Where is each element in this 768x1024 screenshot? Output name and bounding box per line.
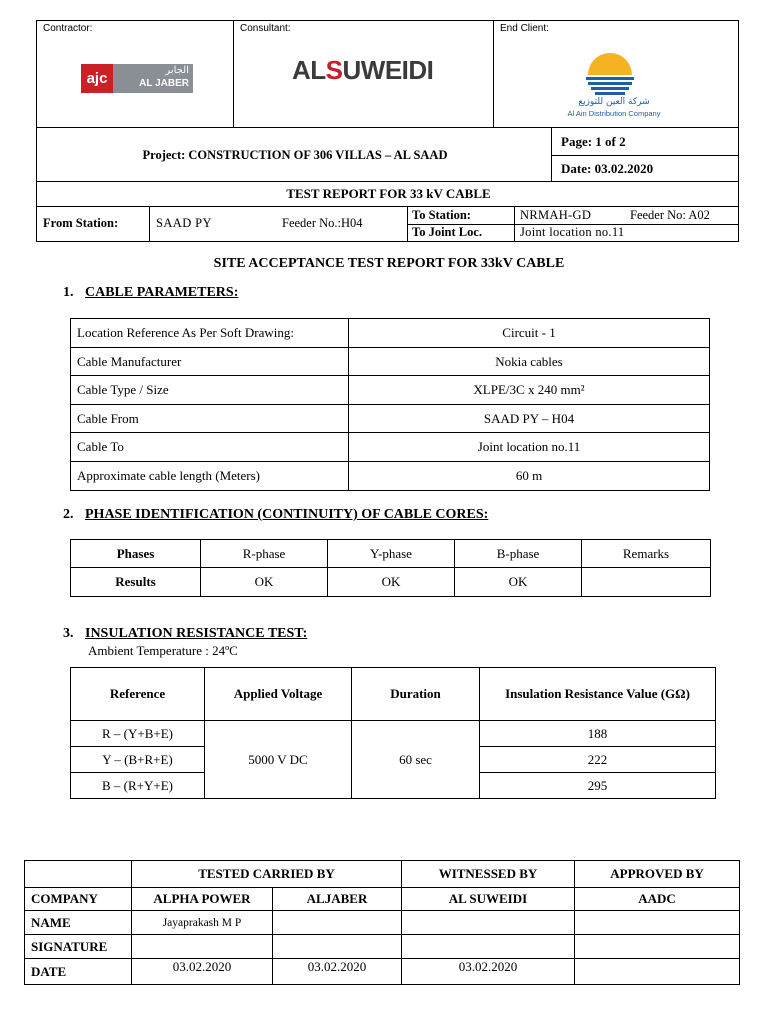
param-value: Joint location no.11: [349, 433, 710, 462]
date-value: 03.02.2020: [402, 959, 575, 985]
date-cell: [552, 156, 739, 182]
contractor-cell: [36, 20, 234, 128]
page-value: 1 of 2: [595, 134, 626, 149]
param-label: Cable Type / Size: [71, 376, 349, 405]
phases-header: Phases: [71, 540, 201, 568]
table-row: [71, 668, 716, 721]
param-label: Location Reference As Per Soft Drawing:: [71, 319, 349, 348]
name-value: [402, 911, 575, 935]
witnessed-by-header: WITNESSED BY: [402, 861, 575, 888]
signature-cell: [402, 935, 575, 959]
cable-parameters-table: [70, 318, 710, 491]
ir-header: Duration: [352, 668, 480, 721]
page-cell: [552, 128, 739, 156]
name-value: [575, 911, 740, 935]
date-value: 03.02.2020: [132, 959, 273, 985]
to-station-value-cell: [515, 207, 739, 225]
phase-result: OK: [455, 568, 582, 597]
table-row: [71, 319, 710, 348]
date-label: Date:: [561, 161, 592, 176]
section2-title: PHASE IDENTIFICATION (CONTINUITY) OF CABLE CORES:: [85, 507, 489, 522]
company-value: AL SUWEIDI: [402, 888, 575, 911]
to-station-value: NRMAH-GD: [520, 208, 592, 222]
logo-mid: S: [325, 55, 343, 85]
company-value: ALJABER: [273, 888, 402, 911]
ir-header: Insulation Resistance Value (GΩ): [480, 668, 716, 721]
ir-header: Reference: [71, 668, 205, 721]
ir-reference: Y – (B+R+E): [71, 747, 205, 773]
name-label: NAME: [25, 911, 132, 935]
insulation-resistance-table: [70, 667, 716, 799]
param-value: XLPE/3C x 240 mm²: [349, 376, 710, 405]
table-row: [71, 721, 716, 747]
section3-heading: [63, 626, 307, 642]
to-station-label-cell: [408, 207, 515, 225]
phase-header: Y-phase: [328, 540, 455, 568]
param-value: 60 m: [349, 462, 710, 491]
section3-title: INSULATION RESISTANCE TEST:: [85, 626, 308, 641]
alsuweidi-logo: [292, 55, 433, 86]
date-value: 03.02.2020: [594, 161, 654, 176]
ir-duration: 60 sec: [352, 721, 480, 799]
from-station-value-cell: [150, 207, 408, 242]
to-joint-value-cell: [515, 225, 739, 242]
param-label: Approximate cable length (Meters): [71, 462, 349, 491]
param-value: SAAD PY – H04: [349, 405, 710, 433]
to-feeder: Feeder No: A02: [630, 208, 710, 222]
name-value: [273, 911, 402, 935]
param-label: Cable To: [71, 433, 349, 462]
tested-by-header: TESTED CARRIED BY: [132, 861, 402, 888]
aadc-name: Al Ain Distribution Company: [567, 109, 661, 118]
table-row: [25, 911, 740, 935]
project-cell: [36, 128, 552, 182]
table-row: [71, 540, 711, 568]
table-row: [25, 861, 740, 888]
client-label: End Client:: [500, 23, 549, 34]
ir-value: 222: [480, 747, 716, 773]
company-value: AADC: [575, 888, 740, 911]
ir-reference: R – (Y+B+E): [71, 721, 205, 747]
aadc-sun-icon: [580, 47, 640, 99]
ir-reference: B – (R+Y+E): [71, 773, 205, 799]
project-label: Project:: [142, 148, 186, 162]
param-label: Cable Manufacturer: [71, 348, 349, 376]
param-value: Nokia cables: [349, 348, 710, 376]
signature-label: SIGNATURE: [25, 935, 132, 959]
table-row: [71, 462, 710, 491]
report-title: TEST REPORT FOR 33 kV CABLE: [286, 186, 491, 201]
header-block: [36, 20, 739, 242]
logo-pre: AL: [292, 55, 326, 85]
date-row-label: DATE: [25, 959, 132, 985]
name-value: Jayaprakash M P: [132, 911, 273, 935]
aljaber-arabic: الجابر: [165, 65, 189, 76]
phase-identification-table: [70, 539, 711, 597]
signoff-table: [24, 860, 740, 985]
phase-header: R-phase: [201, 540, 328, 568]
results-label: Results: [71, 568, 201, 597]
project-value: CONSTRUCTION OF 306 VILLAS – AL SAAD: [188, 148, 448, 162]
table-row: [71, 433, 710, 462]
date-value: [575, 959, 740, 985]
section2-num: 2.: [63, 507, 74, 522]
aljaber-logo: [81, 64, 193, 93]
table-row: [25, 935, 740, 959]
contractor-label: Contractor:: [43, 23, 93, 34]
param-label: Cable From: [71, 405, 349, 433]
consultant-label: Consultant:: [240, 23, 291, 34]
section2-heading: [63, 507, 488, 523]
client-cell: [494, 20, 739, 128]
remarks-header: Remarks: [582, 540, 711, 568]
section1-heading: [63, 285, 238, 301]
table-row: [25, 888, 740, 911]
table-row: [25, 959, 740, 985]
to-station-label: To Station:: [412, 208, 471, 222]
ir-header: Applied Voltage: [205, 668, 352, 721]
to-joint-label-cell: [408, 225, 515, 242]
consultant-cell: [234, 20, 494, 128]
signoff-corner: [25, 861, 132, 888]
param-value: Circuit - 1: [349, 319, 710, 348]
remarks-value: [582, 568, 711, 597]
aadc-logo: [580, 47, 640, 99]
from-station-value: SAAD PY: [156, 216, 212, 230]
signature-cell: [132, 935, 273, 959]
table-row: [71, 348, 710, 376]
ir-value: 188: [480, 721, 716, 747]
ambient-temperature: Ambient Temperature : 24ºC: [88, 643, 238, 658]
aadc-arabic: شركة العين للتوزيع: [578, 97, 650, 107]
logo-post: UWEIDI: [342, 55, 434, 85]
report-title-cell: [36, 182, 739, 207]
table-row: [71, 376, 710, 405]
to-joint-value: Joint location no.11: [520, 225, 625, 239]
ir-value: 295: [480, 773, 716, 799]
approved-by-header: APPROVED BY: [575, 861, 740, 888]
from-feeder: Feeder No.:H04: [282, 216, 363, 230]
page-label: Page:: [561, 134, 593, 149]
table-row: [71, 405, 710, 433]
signature-cell: [273, 935, 402, 959]
to-joint-label: To Joint Loc.: [412, 225, 483, 239]
section3-num: 3.: [63, 626, 74, 641]
section1-num: 1.: [63, 285, 74, 300]
aljaber-name: AL JABER: [139, 78, 189, 89]
ajc-mark: ajc: [81, 64, 113, 93]
phase-header: B-phase: [455, 540, 582, 568]
company-value: ALPHA POWER: [132, 888, 273, 911]
date-value: 03.02.2020: [273, 959, 402, 985]
phase-result: OK: [328, 568, 455, 597]
company-label: COMPANY: [25, 888, 132, 911]
from-station-label-cell: [36, 207, 150, 242]
phase-result: OK: [201, 568, 328, 597]
from-station-label: From Station:: [43, 216, 119, 230]
table-row: [71, 568, 711, 597]
signature-cell: [575, 935, 740, 959]
main-title: SITE ACCEPTANCE TEST REPORT FOR 33kV CABLE: [213, 256, 565, 271]
section1-title: CABLE PARAMETERS:: [85, 285, 239, 300]
ir-voltage: 5000 V DC: [205, 721, 352, 799]
